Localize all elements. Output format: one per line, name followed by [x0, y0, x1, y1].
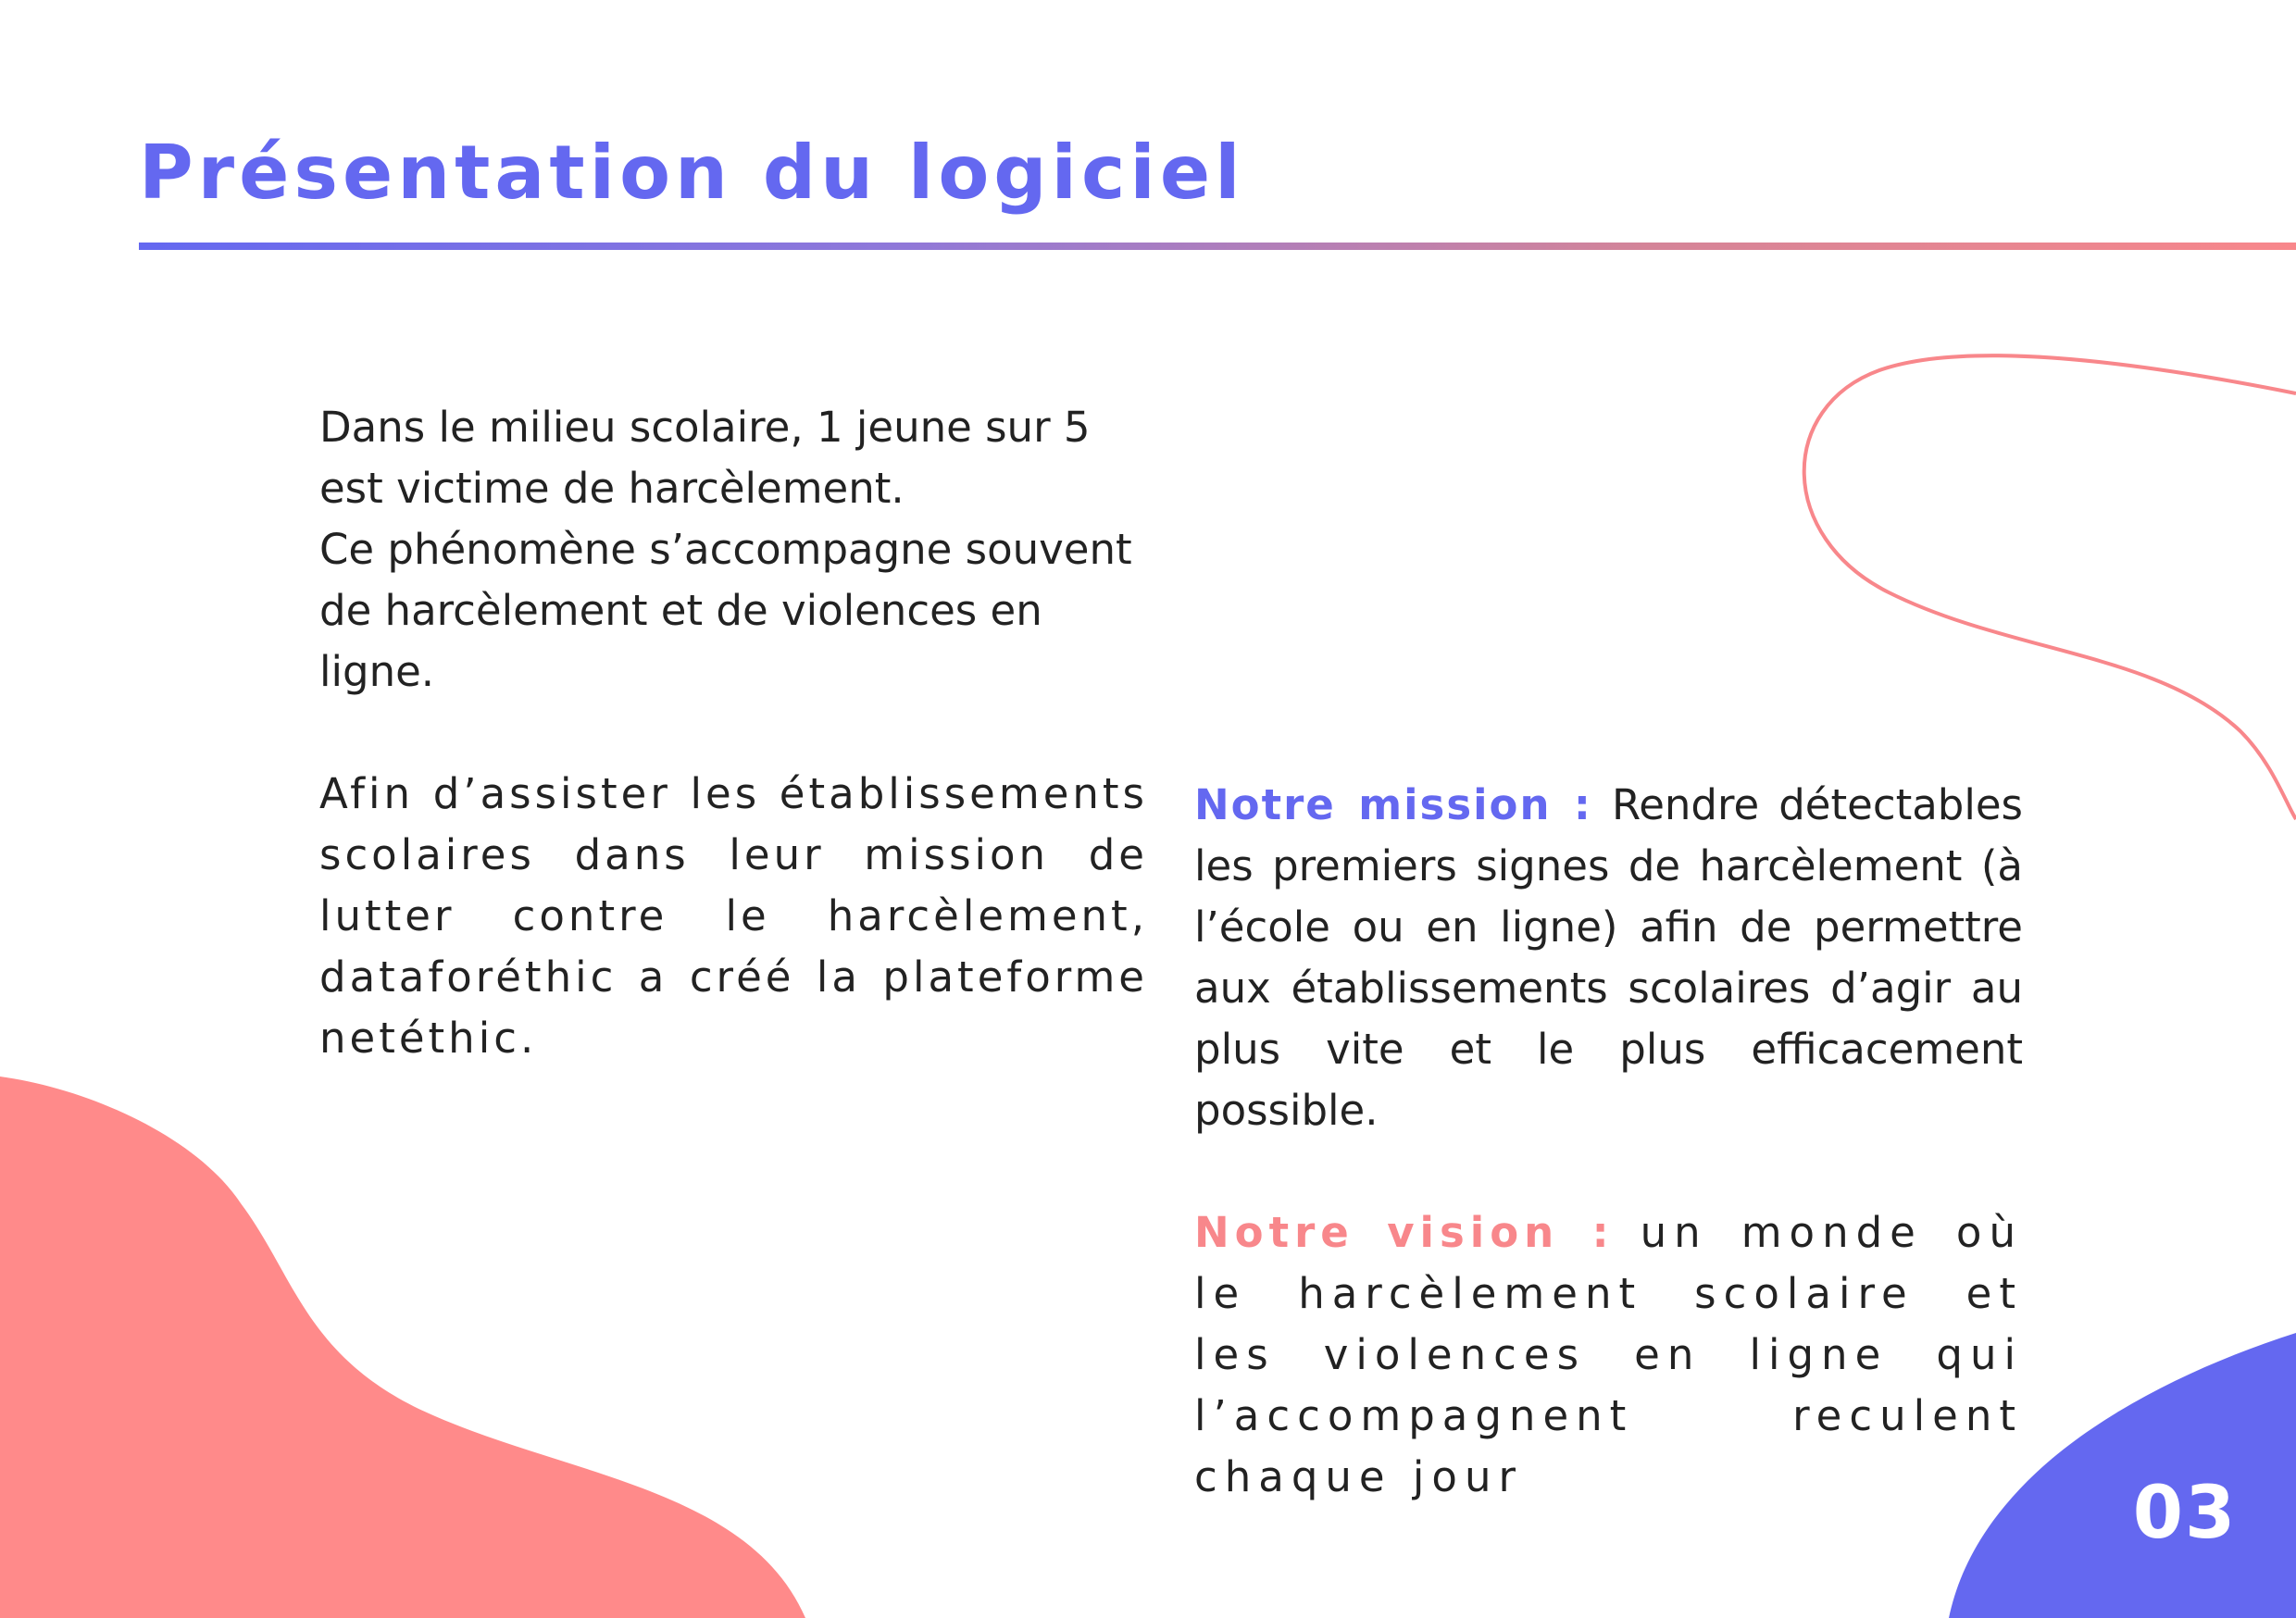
coral-blob-shape [0, 1077, 805, 1618]
title-divider [139, 243, 2296, 250]
assist-paragraph: Afin d’assister les établissements scolaires dans leur mission de lutter contre le harcèlement, dataforéthic a créé la plateforme netéthic. [319, 769, 1148, 1063]
paragraph-gap [319, 703, 1148, 764]
mission-label: Notre mission : [1194, 780, 1592, 829]
left-column [319, 397, 1148, 1069]
mission-paragraph [1194, 775, 2023, 1141]
paragraph-gap [1194, 1141, 2023, 1202]
vision-text: un monde où le harcèlement scolaire et les violences en ligne qui l’accompagnent reculent chaque jour [1194, 1208, 2023, 1501]
intro-line-2: Ce phénomène s’accompagne souvent de harcèlement et de violences en ligne. [319, 525, 1132, 696]
page-title: Présentation du logiciel [139, 130, 1245, 216]
vision-label: Notre vision : [1194, 1208, 1615, 1257]
vision-paragraph [1194, 1202, 2023, 1508]
right-column [1194, 775, 2023, 1508]
intro-line-1: Dans le milieu scolaire, 1 jeune sur 5 est victime de harcèlement. [319, 403, 1091, 513]
page-number: 03 [2132, 1472, 2238, 1555]
coral-outline-curve [1804, 355, 2296, 819]
mission-text: Rendre détectables les premiers signes de harcèlement (à l’école ou en ligne) afin de permettre aux établissements scolaires d’agir au plus vite et le plus efficacement possible. [1194, 780, 2023, 1135]
